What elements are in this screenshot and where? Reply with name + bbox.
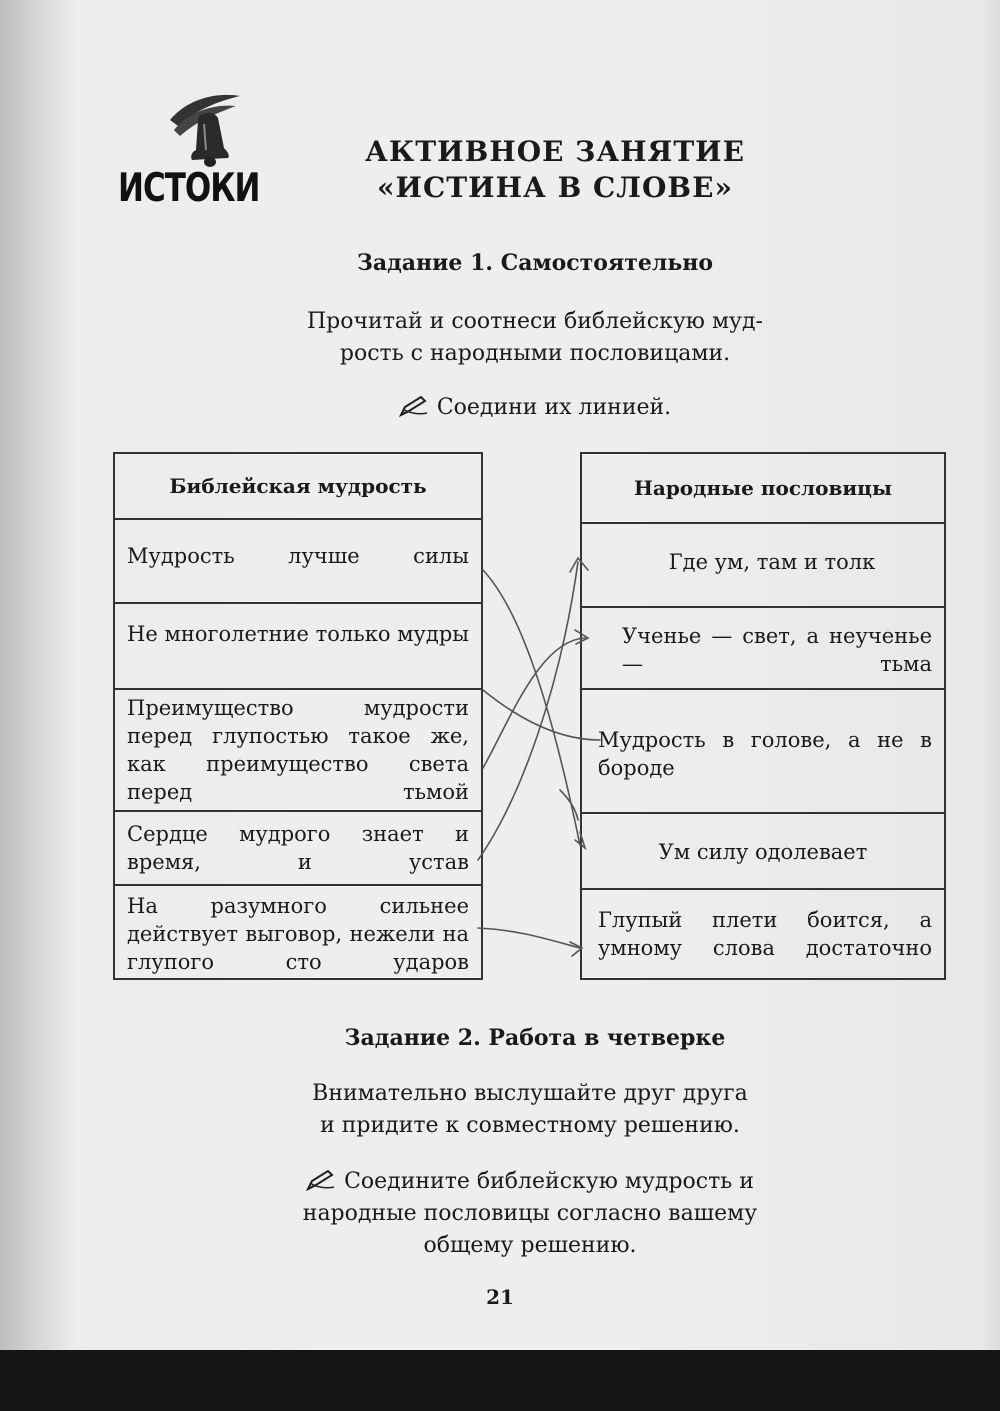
task1-heading: Задание 1. Самостоятельно xyxy=(356,250,714,276)
connection-line xyxy=(560,790,578,820)
bell-icon xyxy=(168,90,242,172)
title-line-1: АКТИВНОЕ ЗАНЯТИЕ xyxy=(365,135,745,168)
pencil-icon xyxy=(306,1169,336,1191)
task2-connect-line-3: общему решению. xyxy=(423,1233,637,1258)
istoki-logo xyxy=(118,82,260,211)
task2-heading: Задание 2. Работа в четверке xyxy=(344,1025,726,1051)
folk-proverbs-row: Мудрость в голове, а не в бороде xyxy=(582,690,944,814)
folk-proverbs-row: Где ум, там и толк xyxy=(582,524,944,608)
connection-line xyxy=(478,562,578,860)
task1-connect-text: Соедини их линией. xyxy=(436,395,672,420)
task2-connect xyxy=(250,1166,810,1262)
task2-instruction xyxy=(250,1078,810,1142)
page-title xyxy=(330,134,780,206)
scan-bottom-edge xyxy=(0,1350,1000,1411)
connection-line xyxy=(483,638,585,768)
task1-instruction xyxy=(280,306,790,370)
folk-proverbs-header: Народные пословицы xyxy=(582,454,944,524)
page-binding-shadow xyxy=(0,0,70,1350)
bible-wisdom-row: На разумного сильнее действует выговор, нежели на глупого сто ударов xyxy=(127,894,469,974)
task2-connect-line-2: народные пословицы согласно вашему xyxy=(302,1201,758,1226)
folk-proverbs-table xyxy=(580,452,946,980)
task2-instruction-line-1: Внимательно выслушайте друг друга xyxy=(312,1081,748,1106)
page-number: 21 xyxy=(486,1285,514,1309)
pencil-icon xyxy=(399,395,429,417)
folk-proverbs-row: Глупый плети боится, а умному слова достаточно xyxy=(598,908,932,960)
connection-line xyxy=(483,570,580,845)
folk-proverbs-row: Ученье — свет, а неученье — тьма xyxy=(582,608,944,690)
task1-instruction-line-1: Прочитай и соотнеси библейскую муд- xyxy=(307,309,763,334)
task2-connect-text-1: Соедините библейскую мудрость и xyxy=(344,1169,754,1194)
task2-instruction-line-2: и придите к совместному решению. xyxy=(320,1113,740,1138)
bible-wisdom-row: Не многолетние только мудры xyxy=(115,604,481,690)
task1-instruction-line-2: рость с народными пословицами. xyxy=(339,341,731,366)
folk-proverbs-row: Ум силу одолевает xyxy=(582,814,944,890)
bible-wisdom-row: Преимущество мудрости перед глупостью такое же, как преимущество света перед тьмой xyxy=(115,690,481,812)
connection-line xyxy=(478,928,580,948)
task1-connect xyxy=(280,392,790,424)
bible-wisdom-table xyxy=(113,452,483,980)
task2-connect-line-1 xyxy=(250,1166,810,1198)
brand-name: ИСТОКИ xyxy=(118,166,260,211)
bible-wisdom-row: Мудрость лучше силы xyxy=(115,520,481,604)
title-line-2: «ИСТИНА В СЛОВЕ» xyxy=(377,171,733,204)
bible-wisdom-row: Сердце мудрого знает и время, и устав xyxy=(115,812,481,886)
bible-wisdom-header: Библейская мудрость xyxy=(115,454,481,520)
